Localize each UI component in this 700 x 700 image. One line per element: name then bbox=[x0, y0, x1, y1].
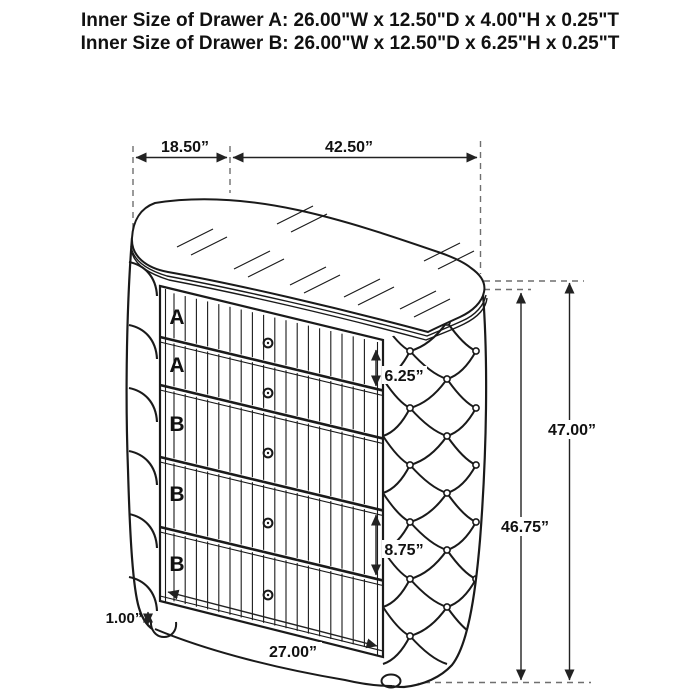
drawer-label-b3: B bbox=[169, 553, 185, 576]
drawer-front-face bbox=[160, 286, 383, 657]
drawer-knob-center bbox=[267, 392, 269, 394]
drawer-label-a2: A bbox=[169, 354, 185, 377]
dim-label-drawer-a-height: 6.25” bbox=[384, 368, 424, 385]
tufting-button bbox=[473, 519, 479, 525]
drawer-label-b2: B bbox=[169, 483, 185, 506]
dim-label-overall-height: 47.00” bbox=[547, 422, 597, 439]
tufting-button bbox=[407, 576, 413, 582]
tufting-button bbox=[444, 490, 450, 496]
drawer-label-a1: A bbox=[169, 306, 185, 329]
tufting-button bbox=[473, 405, 479, 411]
dim-label-drawer-b-height: 8.75” bbox=[384, 542, 424, 559]
drawer-knob-center bbox=[267, 522, 269, 524]
tufting-button bbox=[407, 633, 413, 639]
drawer-label-b1: B bbox=[169, 413, 185, 436]
dim-label-foot-height: 1.00” bbox=[105, 610, 143, 627]
dim-label-top-width: 42.50” bbox=[324, 139, 374, 156]
tufting-button bbox=[407, 405, 413, 411]
drawer-knob-center bbox=[267, 342, 269, 344]
front-left-foot bbox=[151, 620, 176, 637]
tufting-button bbox=[444, 433, 450, 439]
drawer-knob-center bbox=[267, 452, 269, 454]
tufting-button bbox=[473, 462, 479, 468]
title-line-drawer-a: Inner Size of Drawer A: 26.00"W x 12.50"D x 4.00"H x 0.25"T bbox=[80, 10, 619, 31]
tufting-button bbox=[444, 604, 450, 610]
tufting-button bbox=[407, 462, 413, 468]
tufting-button bbox=[444, 376, 450, 382]
tufting-button bbox=[444, 547, 450, 553]
tufting-button bbox=[407, 348, 413, 354]
dim-label-top-depth: 18.50” bbox=[160, 139, 210, 156]
drawer-knob-center bbox=[267, 594, 269, 596]
title-line-drawer-b: Inner Size of Drawer B: 26.00"W x 12.50"D x 6.25"H x 0.25"T bbox=[80, 33, 620, 54]
dim-label-drawer-width: 27.00” bbox=[268, 644, 318, 661]
tufting-button bbox=[473, 348, 479, 354]
dim-label-body-height: 46.75” bbox=[500, 519, 550, 536]
tufting-button bbox=[407, 519, 413, 525]
